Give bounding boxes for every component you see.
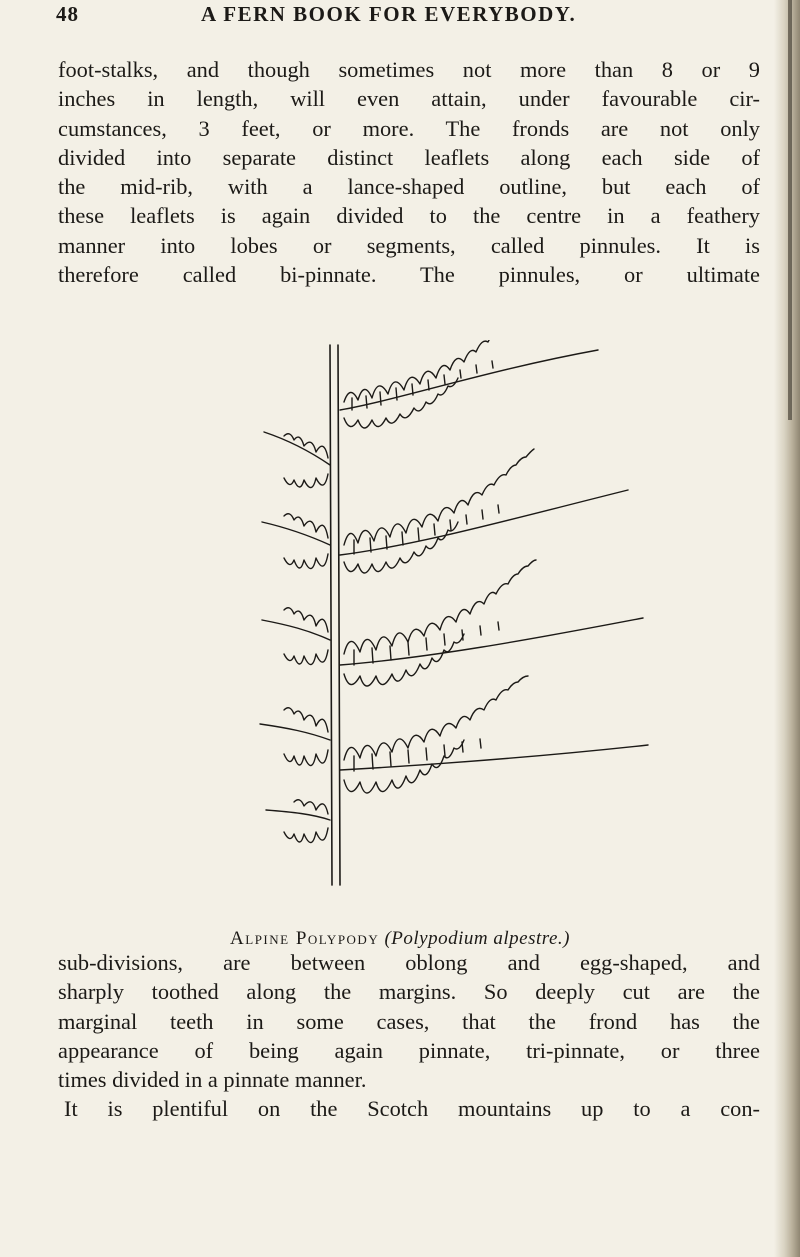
text-line: the mid-rib, with a lance-shaped outline, but each of bbox=[58, 174, 760, 200]
text-line: cumstances, 3 feet, or more. The fronds are not only bbox=[58, 115, 760, 141]
fern-pinna bbox=[340, 560, 643, 686]
text-line: It is plentiful on the Scotch mountains up to a con- bbox=[64, 1096, 760, 1122]
fern-pinna bbox=[340, 340, 598, 428]
figure-caption bbox=[0, 928, 800, 950]
fern-pinna-left bbox=[264, 432, 330, 488]
text-line: marginal teeth in some cases, that the frond has the bbox=[58, 1008, 760, 1034]
paragraph-top bbox=[58, 55, 760, 289]
page-header bbox=[56, 2, 746, 32]
fern-pinna bbox=[340, 676, 648, 793]
fern-pinna-left bbox=[260, 708, 330, 766]
text-line: times divided in a pinnate manner. bbox=[58, 1067, 367, 1093]
fern-pinna bbox=[340, 449, 628, 573]
fern-pinna-left bbox=[262, 514, 330, 569]
page-edge-binding bbox=[788, 0, 792, 420]
page-number: 48 bbox=[56, 2, 79, 26]
text-line: sub-divisions, are between oblong and egg-shaped, and bbox=[58, 950, 760, 975]
text-line: divided into separate distinct leaflets along each side of bbox=[58, 144, 760, 170]
fern-illustration bbox=[248, 340, 668, 900]
caption-common-name: Alpine Polypody bbox=[230, 928, 380, 949]
fern-pinna-left bbox=[262, 608, 330, 665]
fern-rachis bbox=[330, 345, 340, 885]
text-line: appearance of being again pinnate, tri-pinnate, or three bbox=[58, 1037, 760, 1063]
text-line: therefore called bi-pinnate. The pinnules, or ultimate bbox=[58, 262, 760, 288]
text-line: inches in length, will even attain, under favourable cir- bbox=[58, 86, 760, 112]
text-line: sharply toothed along the margins. So deeply cut are the bbox=[58, 979, 760, 1005]
fern-pinna-left bbox=[266, 800, 330, 843]
page-edge-shadow bbox=[774, 0, 800, 1257]
text-line: manner into lobes or segments, called pinnules. It is bbox=[58, 232, 760, 258]
running-title: A FERN BOOK FOR EVERYBODY. bbox=[201, 2, 577, 26]
paragraph-bottom bbox=[58, 948, 760, 1124]
text-line: foot-stalks, and though sometimes not more than 8 or 9 bbox=[58, 57, 760, 82]
caption-scientific-name: (Polypodium alpestre.) bbox=[384, 928, 570, 949]
text-line: these leaflets is again divided to the centre in a feathery bbox=[58, 203, 760, 229]
